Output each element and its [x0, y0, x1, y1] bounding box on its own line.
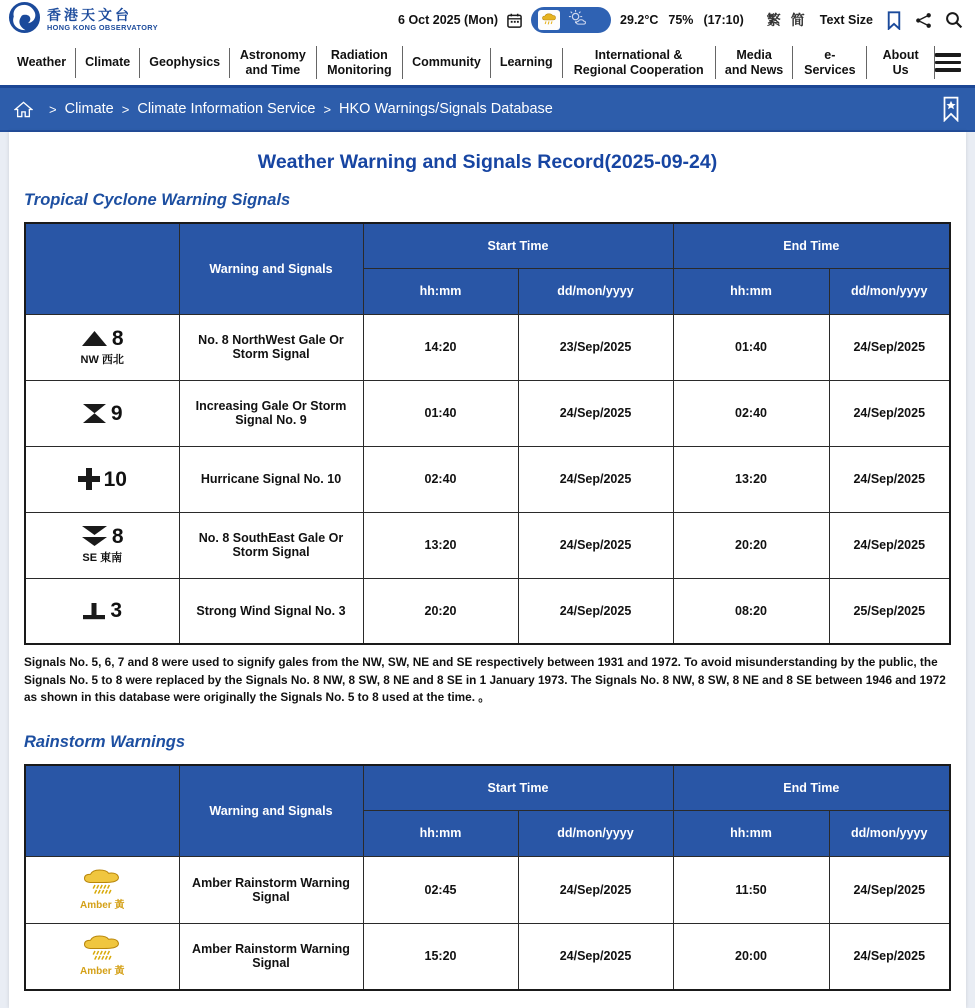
current-conditions — [620, 13, 744, 27]
signal-number: 3 — [110, 599, 123, 623]
end-time-cell: 20:20 — [673, 512, 829, 578]
page-title: Weather Warning and Signals Record(2025-09-24) — [257, 151, 718, 173]
start-time-cell: 02:40 — [363, 446, 518, 512]
signal-icon-cell — [25, 314, 179, 380]
start-date-cell: 24/Sep/2025 — [518, 512, 673, 578]
signal-icon-cell — [25, 923, 179, 990]
breadcrumb-climate-information-service[interactable]: Climate Information Service — [137, 101, 316, 117]
signal-label-cell: Increasing Gale Or Storm Signal No. 9 — [179, 380, 363, 446]
start-hhmm-header: hh:mm — [363, 268, 518, 314]
signal-icon-cell — [25, 512, 179, 578]
lang-simplified-chinese[interactable]: 简 — [790, 12, 805, 28]
end-date-cell: 25/Sep/2025 — [829, 578, 950, 644]
signal-3-icon — [27, 600, 178, 621]
end-time-header: End Time — [673, 223, 950, 268]
table-row — [25, 923, 950, 990]
main-content — [9, 132, 966, 1008]
end-time-cell: 02:40 — [673, 380, 829, 446]
nav-item-geophysics[interactable]: Geophysics — [140, 48, 230, 78]
end-time-cell: 08:20 — [673, 578, 829, 644]
start-time-cell: 14:20 — [363, 314, 518, 380]
signal-8-nw-icon — [27, 328, 178, 367]
amber-rainstorm-icon — [27, 935, 178, 977]
top-right-tools — [398, 7, 963, 33]
end-time-cell: 01:40 — [673, 314, 829, 380]
start-time-header: Start Time — [363, 223, 673, 268]
icon-column-header — [25, 765, 179, 856]
end-hhmm-header: hh:mm — [673, 268, 829, 314]
table-row — [25, 578, 950, 644]
signal-label-cell: No. 8 NorthWest Gale Or Storm Signal — [179, 314, 363, 380]
table-row — [25, 446, 950, 512]
end-date-header: dd/mon/yyyy — [829, 810, 950, 856]
tropical-cyclone-table — [24, 222, 951, 645]
warning-signals-header: Warning and Signals — [179, 223, 363, 314]
logo-name-en: HONG KONG OBSERVATORY — [47, 22, 158, 32]
end-time-cell: 20:00 — [673, 923, 829, 990]
breadcrumb-climate[interactable]: Climate — [64, 101, 114, 117]
amber-caption: Amber 黃 — [80, 966, 125, 978]
bookmark-page-icon[interactable] — [941, 96, 961, 122]
amber-rainstorm-icon — [27, 869, 178, 911]
start-time-header: Start Time — [363, 765, 673, 810]
signal-10-icon — [27, 468, 178, 490]
temperature-value: 29.2°C — [620, 13, 659, 27]
nav-item-international-regional-cooperation[interactable]: International & Regional Cooperation — [563, 46, 716, 79]
lang-traditional-chinese[interactable]: 繁 — [766, 12, 781, 28]
hko-spiral-icon — [8, 1, 41, 39]
signal-label-cell: Amber Rainstorm Warning Signal — [179, 856, 363, 923]
end-date-cell: 24/Sep/2025 — [829, 512, 950, 578]
start-time-cell: 01:40 — [363, 380, 518, 446]
top-bar — [0, 0, 975, 40]
start-date-cell: 24/Sep/2025 — [518, 856, 673, 923]
table-row — [25, 380, 950, 446]
calendar-icon[interactable] — [507, 13, 522, 28]
nav-item-about-us[interactable]: About Us — [867, 46, 935, 79]
nav-item-astronomy-and-time[interactable]: Astronomy and Time — [230, 46, 316, 79]
breadcrumb-separator: > — [121, 101, 130, 117]
table-row — [25, 856, 950, 923]
signal-label-cell: Hurricane Signal No. 10 — [179, 446, 363, 512]
nav-item-radiation-monitoring[interactable]: Radiation Monitoring — [317, 46, 403, 79]
signal-icon-cell — [25, 578, 179, 644]
weather-widget-pill[interactable] — [531, 7, 611, 33]
start-date-cell: 24/Sep/2025 — [518, 446, 673, 512]
end-date-header: dd/mon/yyyy — [829, 268, 950, 314]
share-icon[interactable] — [915, 12, 932, 29]
signal-direction: NW 西北 — [80, 353, 124, 366]
observation-time: (17:10) — [703, 13, 744, 27]
start-time-cell: 02:45 — [363, 856, 518, 923]
start-date-header: dd/mon/yyyy — [518, 810, 673, 856]
language-switch — [767, 10, 805, 30]
hko-logo[interactable] — [8, 1, 158, 39]
start-date-header: dd/mon/yyyy — [518, 268, 673, 314]
breadcrumb — [0, 85, 975, 132]
nav-item-media-and-news[interactable]: Media and News — [716, 46, 794, 79]
nav-item-community[interactable]: Community — [403, 48, 491, 78]
amber-caption: Amber 黃 — [80, 899, 125, 911]
hko-logo-text — [47, 8, 158, 32]
home-icon[interactable] — [14, 101, 33, 118]
bookmark-icon[interactable] — [886, 11, 902, 30]
start-date-cell: 24/Sep/2025 — [518, 578, 673, 644]
nav-item-climate[interactable]: Climate — [76, 48, 140, 78]
start-date-cell: 23/Sep/2025 — [518, 314, 673, 380]
warning-in-force-icon — [538, 10, 560, 30]
signal-8-se-icon — [27, 525, 178, 565]
end-date-cell: 24/Sep/2025 — [829, 380, 950, 446]
search-icon[interactable] — [945, 11, 963, 29]
end-date-cell: 24/Sep/2025 — [829, 446, 950, 512]
end-time-cell: 11:50 — [673, 856, 829, 923]
breadcrumb-items — [41, 101, 553, 117]
signal-number: 10 — [103, 467, 127, 491]
signal-number: 8 — [111, 326, 124, 350]
start-time-cell: 15:20 — [363, 923, 518, 990]
current-date: 6 Oct 2025 (Mon) — [398, 13, 499, 27]
humidity-value: 75% — [668, 13, 694, 27]
breadcrumb-hko-warnings-signals-database: HKO Warnings/Signals Database — [339, 101, 553, 117]
signal-9-icon — [27, 403, 178, 424]
rainstorm-table — [24, 764, 951, 991]
signal-number: 9 — [110, 401, 123, 425]
start-hhmm-header: hh:mm — [363, 810, 518, 856]
nav-item-e-services[interactable]: e-Services — [793, 46, 867, 79]
breadcrumb-separator: > — [49, 101, 57, 117]
end-hhmm-header: hh:mm — [673, 810, 829, 856]
table-row — [25, 314, 950, 380]
breadcrumb-separator: > — [323, 101, 332, 117]
logo-name-zh: 香港天文台 — [47, 7, 132, 24]
icon-column-header — [25, 223, 179, 314]
signal-label-cell: Amber Rainstorm Warning Signal — [179, 923, 363, 990]
end-date-cell: 24/Sep/2025 — [829, 856, 950, 923]
text-size-button[interactable]: Text Size — [819, 13, 873, 27]
signal-label-cell: Strong Wind Signal No. 3 — [179, 578, 363, 644]
end-date-cell: 24/Sep/2025 — [829, 314, 950, 380]
signal-direction: SE 東南 — [82, 552, 123, 564]
end-time-cell: 13:20 — [673, 446, 829, 512]
main-navigation — [0, 40, 975, 85]
signal-icon-cell — [25, 856, 179, 923]
section-heading-rainstorm: Rainstorm Warnings — [24, 733, 186, 752]
signal-icon-cell — [25, 446, 179, 512]
table-row — [25, 512, 950, 578]
end-date-cell: 24/Sep/2025 — [829, 923, 950, 990]
start-date-cell: 24/Sep/2025 — [518, 380, 673, 446]
nav-item-learning[interactable]: Learning — [491, 48, 563, 78]
signal-number: 8 — [111, 524, 124, 548]
signal-icon-cell — [25, 380, 179, 446]
start-time-cell: 13:20 — [363, 512, 518, 578]
signals-history-note: Signals No. 5, 6, 7 and 8 were used to signify gales from the NW, SW, NE and SE respectively between 1931 and 1972. To avoid misunderstanding by the public, the Signals No. 5 to 8 were replaced by the Signals No. 8 NW, 8 SW, 8 NE and 8 SE in 1 January 1973. The Signals No. 8 NW, 8 SW, 8 NE and 8 SE between 1946 and 1972 as shown in this database were originally the Signals No. 5 to 8 used at the time. 。 — [24, 655, 946, 705]
signal-label-cell: No. 8 SouthEast Gale Or Storm Signal — [179, 512, 363, 578]
start-date-cell: 24/Sep/2025 — [518, 923, 673, 990]
menu-icon[interactable] — [935, 53, 961, 72]
start-time-cell: 20:20 — [363, 578, 518, 644]
warning-signals-header: Warning and Signals — [179, 765, 363, 856]
sun-cloud-icon — [567, 9, 586, 31]
end-time-header: End Time — [673, 765, 950, 810]
section-heading-tropical-cyclone: Tropical Cyclone Warning Signals — [24, 191, 291, 209]
nav-item-weather[interactable]: Weather — [8, 48, 76, 78]
